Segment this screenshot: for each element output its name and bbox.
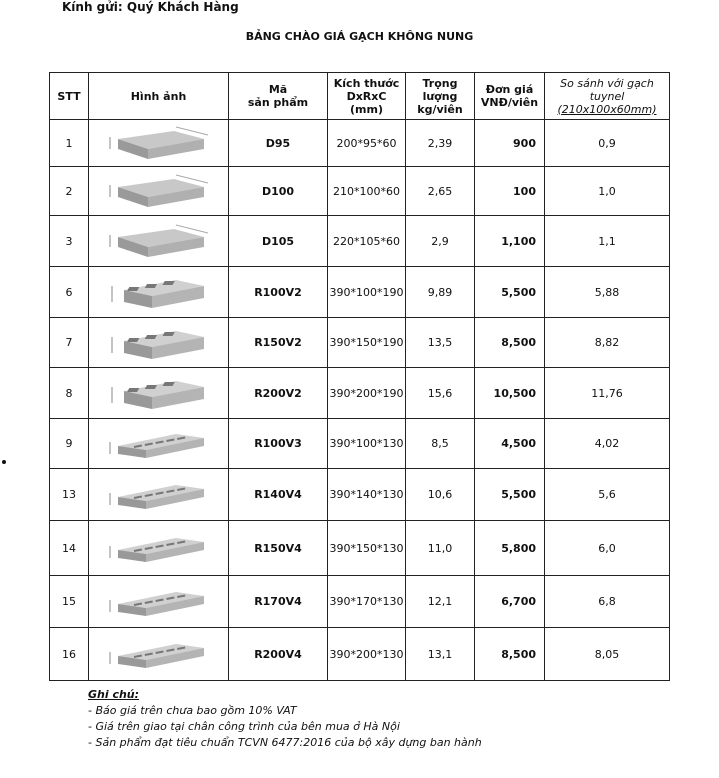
cell-compare: 6,8 xyxy=(545,576,670,628)
cell-size: 390*150*190 xyxy=(328,318,406,368)
cell-size: 200*95*60 xyxy=(328,120,406,167)
header-stt: STT xyxy=(50,73,89,120)
cell-compare: 0,9 xyxy=(545,120,670,167)
cell-size: 390*170*130 xyxy=(328,576,406,628)
note-item: - Báo giá trên chưa bao gồm 10% VAT xyxy=(88,704,297,717)
cell-price: 1,100 xyxy=(475,216,545,267)
cell-code: R140V4 xyxy=(229,469,328,521)
cell-size: 390*100*130 xyxy=(328,419,406,469)
cell-size: 390*200*190 xyxy=(328,368,406,419)
cell-size: 220*105*60 xyxy=(328,216,406,267)
cell-stt: 6 xyxy=(50,267,89,318)
table-header xyxy=(50,73,670,120)
header-code: Mã sản phẩm xyxy=(229,73,328,120)
cell-stt: 9 xyxy=(50,419,89,469)
cell-size: 390*150*130 xyxy=(328,521,406,576)
cell-compare: 5,88 xyxy=(545,267,670,318)
note-item: - Giá trên giao tại chân công trình của bên mua ở Hà Nội xyxy=(88,720,400,733)
cell-weight: 11,0 xyxy=(406,521,475,576)
cell-code: R200V2 xyxy=(229,368,328,419)
cell-compare: 8,05 xyxy=(545,628,670,681)
cell-compare: 1,1 xyxy=(545,216,670,267)
header-image: Hình ảnh xyxy=(89,73,229,120)
cell-code: R150V2 xyxy=(229,318,328,368)
cell-compare: 11,76 xyxy=(545,368,670,419)
notes-heading: Ghi chú: xyxy=(88,688,140,701)
table-row xyxy=(50,120,670,167)
table-row xyxy=(50,167,670,216)
table-row xyxy=(50,267,670,318)
table-row xyxy=(50,318,670,368)
cell-compare: 6,0 xyxy=(545,521,670,576)
cell-price: 10,500 xyxy=(475,368,545,419)
cell-stt: 3 xyxy=(50,216,89,267)
cell-price: 5,800 xyxy=(475,521,545,576)
brick-image xyxy=(89,628,229,681)
brick-image xyxy=(89,576,229,628)
brick-image xyxy=(89,368,229,419)
cell-code: D95 xyxy=(229,120,328,167)
table-row xyxy=(50,576,670,628)
price-table xyxy=(49,72,670,681)
cell-stt: 14 xyxy=(50,521,89,576)
cell-weight: 9,89 xyxy=(406,267,475,318)
cell-stt: 1 xyxy=(50,120,89,167)
page-title: BẢNG CHÀO GIÁ GẠCH KHÔNG NUNG xyxy=(245,30,474,43)
cell-compare: 5,6 xyxy=(545,469,670,521)
cell-stt: 8 xyxy=(50,368,89,419)
notes xyxy=(88,687,482,751)
brick-image xyxy=(89,419,229,469)
cell-weight: 12,1 xyxy=(406,576,475,628)
cell-weight: 2,39 xyxy=(406,120,475,167)
header-price: Đơn giá VNĐ/viên xyxy=(475,73,545,120)
header-size: Kích thước DxRxC (mm) xyxy=(328,73,406,120)
cell-stt: 15 xyxy=(50,576,89,628)
cell-weight: 13,5 xyxy=(406,318,475,368)
table-row xyxy=(50,521,670,576)
brick-image xyxy=(89,216,229,267)
table-row xyxy=(50,368,670,419)
cell-price: 8,500 xyxy=(475,318,545,368)
brick-image xyxy=(89,267,229,318)
brick-image xyxy=(89,521,229,576)
cell-compare: 4,02 xyxy=(545,419,670,469)
cell-stt: 16 xyxy=(50,628,89,681)
table-row xyxy=(50,419,670,469)
cell-weight: 2,9 xyxy=(406,216,475,267)
cell-size: 390*200*130 xyxy=(328,628,406,681)
cell-weight: 15,6 xyxy=(406,368,475,419)
brick-image xyxy=(89,318,229,368)
cell-weight: 10,6 xyxy=(406,469,475,521)
cell-code: R170V4 xyxy=(229,576,328,628)
table-row xyxy=(50,628,670,681)
cell-price: 900 xyxy=(475,120,545,167)
cell-weight: 13,1 xyxy=(406,628,475,681)
cell-size: 390*100*190 xyxy=(328,267,406,318)
brick-image xyxy=(89,120,229,167)
note-item: - Sản phẩm đạt tiêu chuẩn TCVN 6477:2016 của bộ xây dựng ban hành xyxy=(88,736,482,749)
header-compare: So sánh với gạch tuynel (210x100x60mm) xyxy=(545,73,670,120)
cell-price: 5,500 xyxy=(475,267,545,318)
cell-price: 4,500 xyxy=(475,419,545,469)
brick-image xyxy=(89,469,229,521)
cell-stt: 2 xyxy=(50,167,89,216)
brick-image xyxy=(89,167,229,216)
table-row xyxy=(50,469,670,521)
cell-stt: 7 xyxy=(50,318,89,368)
cell-weight: 8,5 xyxy=(406,419,475,469)
cell-code: D105 xyxy=(229,216,328,267)
cell-weight: 2,65 xyxy=(406,167,475,216)
cell-compare: 1,0 xyxy=(545,167,670,216)
cell-price: 6,700 xyxy=(475,576,545,628)
cell-price: 100 xyxy=(475,167,545,216)
cell-code: R100V2 xyxy=(229,267,328,318)
cell-code: R200V4 xyxy=(229,628,328,681)
cell-price: 8,500 xyxy=(475,628,545,681)
cell-size: 390*140*130 xyxy=(328,469,406,521)
cell-price: 5,500 xyxy=(475,469,545,521)
cell-compare: 8,82 xyxy=(545,318,670,368)
cell-code: D100 xyxy=(229,167,328,216)
table-row xyxy=(50,216,670,267)
bullet-dot xyxy=(2,460,6,464)
cell-code: R150V4 xyxy=(229,521,328,576)
cell-code: R100V3 xyxy=(229,419,328,469)
cell-stt: 13 xyxy=(50,469,89,521)
cell-size: 210*100*60 xyxy=(328,167,406,216)
header-weight: Trọng lượng kg/viên xyxy=(406,73,475,120)
greeting: Kính gửi: Quý Khách Hàng xyxy=(62,0,239,14)
